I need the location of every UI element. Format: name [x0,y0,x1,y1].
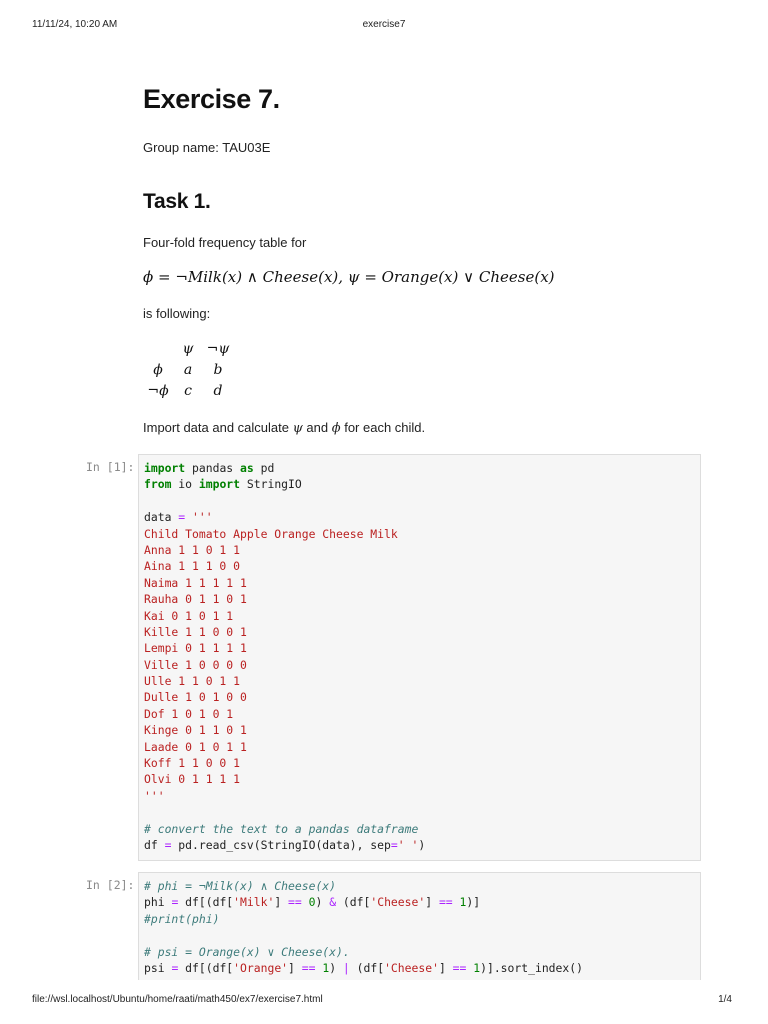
code-token: 0 [308,895,316,910]
psi-symbol: ψ [292,421,303,436]
code-token: 'Cheese' [384,960,439,975]
code-token: ' ' [397,837,419,852]
code-line [144,722,700,738]
code-token: StringIO [240,477,302,492]
table-row [143,380,233,401]
code-token: Naima 1 1 1 1 1 [144,575,247,590]
page-title: Exercise 7. [143,84,280,114]
code-token: Ville 1 0 0 0 0 [144,657,247,672]
code-line [144,804,700,820]
code-token: Kai 0 1 0 1 1 [144,608,234,623]
code-token: io [171,477,199,492]
code-token: psi [144,960,172,975]
code-token [453,895,460,909]
import-text-before: Import data and calculate [143,420,293,435]
code-token: Olvi 0 1 1 1 1 [144,772,241,787]
code-token: Kinge 0 1 1 0 1 [144,723,247,738]
code-line [144,689,700,705]
code-token [302,895,309,909]
table-row [143,359,233,380]
code-token: df[(df[ [178,960,234,975]
code-line [144,608,700,624]
code-line [144,821,700,837]
code-line [144,657,700,673]
code-token: = [164,837,172,852]
code-token: == [438,895,453,910]
code-line [144,542,700,558]
code-token: #print(phi) [144,911,220,926]
code-token: ] [274,895,289,910]
cell-prompt-2: In [2]: [86,878,135,892]
code-line [144,944,700,960]
print-date: 11/11/24, 10:20 AM [32,19,118,30]
code-line [144,673,700,689]
code-token: = [171,960,179,975]
cell-prompt-1: In [1]: [86,460,135,474]
code-token: == [452,960,467,975]
print-title: exercise7 [362,19,406,30]
code-line [144,476,700,492]
intro-text: Four-fold frequency table for [143,235,307,250]
code-token: Rauha 0 1 1 0 1 [144,592,247,607]
code-token: = [390,837,398,852]
code-line [144,739,700,755]
code-token: 'Orange' [233,960,289,975]
code-token: pd [253,461,275,475]
code-block [144,878,700,976]
code-line [144,591,700,607]
code-token: Kille 1 1 0 0 1 [144,624,247,639]
table-cell: ¬ψ [206,340,230,357]
code-line [144,878,700,894]
code-token: df[(df[ [178,895,234,910]
import-text-after: for each child. [340,420,426,435]
table-cell: ψ [182,340,194,357]
code-token: import [198,477,241,492]
phi-symbol: ϕ [331,421,341,436]
code-token: Dulle 1 0 1 0 0 [144,690,247,705]
group-name: Group name: TAU03E [143,140,271,155]
code-token: 1 [473,960,481,975]
code-token: Ulle 1 1 0 1 1 [144,674,241,689]
code-token: & [329,895,337,910]
code-token: from [144,477,172,492]
code-token: Aina 1 1 1 0 0 [144,559,241,574]
code-line [144,771,700,787]
code-line [144,558,700,574]
code-token: 'Milk' [233,895,275,910]
code-block [144,460,700,853]
code-token: )].sort_index() [480,960,583,975]
code-line [144,526,700,542]
code-token: # phi = ¬Milk(x) ∧ Cheese(x) [144,879,337,893]
code-token: | [342,960,350,975]
code-token: = [171,895,179,910]
task-heading: Task 1. [143,190,211,213]
code-token: 1 [322,960,330,975]
code-token: # convert the text to a pandas dataframe [144,821,419,836]
code-token: Anna 1 1 0 1 1 [144,542,241,557]
code-token: 1 [459,895,467,910]
code-token: pd.read_csv(StringIO(data), sep [171,837,391,852]
code-token: 'Cheese' [370,895,426,910]
code-line [144,788,700,804]
code-token: ''' [185,510,213,525]
code-token: import [144,461,186,475]
code-token: ) [315,895,330,910]
frequency-table [143,338,233,401]
code-line [144,493,700,509]
table-cell: ϕ [153,361,163,378]
print-url: file://wsl.localhost/Ubuntu/home/raati/math450/ex7/exercise7.html [32,994,323,1005]
import-text-and: and [302,420,332,435]
following-text: is following: [143,306,211,321]
code-line [144,575,700,591]
code-token: # psi = Orange(x) ∨ Cheese(x). [144,944,350,959]
code-line [144,509,700,525]
table-cell: d [213,382,223,399]
code-line [144,755,700,771]
code-token: ) [329,960,343,975]
code-token: data [144,510,179,525]
code-token: df [144,837,165,852]
code-line [144,837,700,853]
code-line [144,894,700,910]
code-token: Dof 1 0 1 0 1 [144,706,234,721]
page-number: 1/4 [718,994,732,1005]
code-cell-2[interactable] [138,872,701,980]
code-cell-1[interactable] [138,454,701,861]
code-line [144,960,700,976]
code-token: Koff 1 1 0 0 1 [144,756,241,771]
code-token: ] [438,960,453,975]
code-token: (df[ [336,895,371,910]
code-token: == [288,895,302,910]
code-token: ''' [144,788,165,803]
code-line [144,640,700,656]
code-token: Laade 0 1 0 1 1 [144,739,247,754]
code-token: = [178,510,186,525]
table-row [143,338,233,359]
code-line [144,911,700,927]
table-cell [143,338,173,359]
code-token: as [240,461,254,475]
code-token: ) [418,837,426,852]
code-line [144,624,700,640]
table-cell: c [184,382,192,399]
code-token: ] [425,895,439,910]
code-token: pandas [185,461,241,475]
code-line [144,460,700,476]
import-instruction [143,420,425,436]
table-cell: b [213,361,223,378]
formula: ϕ = ¬Milk(x) ∧ Cheese(x), ψ = Orange(x) ∨ Cheese(x) [143,268,555,286]
code-token: == [301,960,316,975]
code-line [144,706,700,722]
code-token: ] [288,960,302,975]
code-line [144,927,700,943]
table-cell: a [183,361,193,378]
code-token: Child Tomato Apple Orange Cheese Milk [144,526,398,541]
code-token: Lempi 0 1 1 1 1 [144,641,247,656]
code-token: (df[ [349,960,385,975]
table-cell: ¬ϕ [147,382,169,399]
code-token: phi [144,895,172,910]
code-token: )] [466,895,481,910]
